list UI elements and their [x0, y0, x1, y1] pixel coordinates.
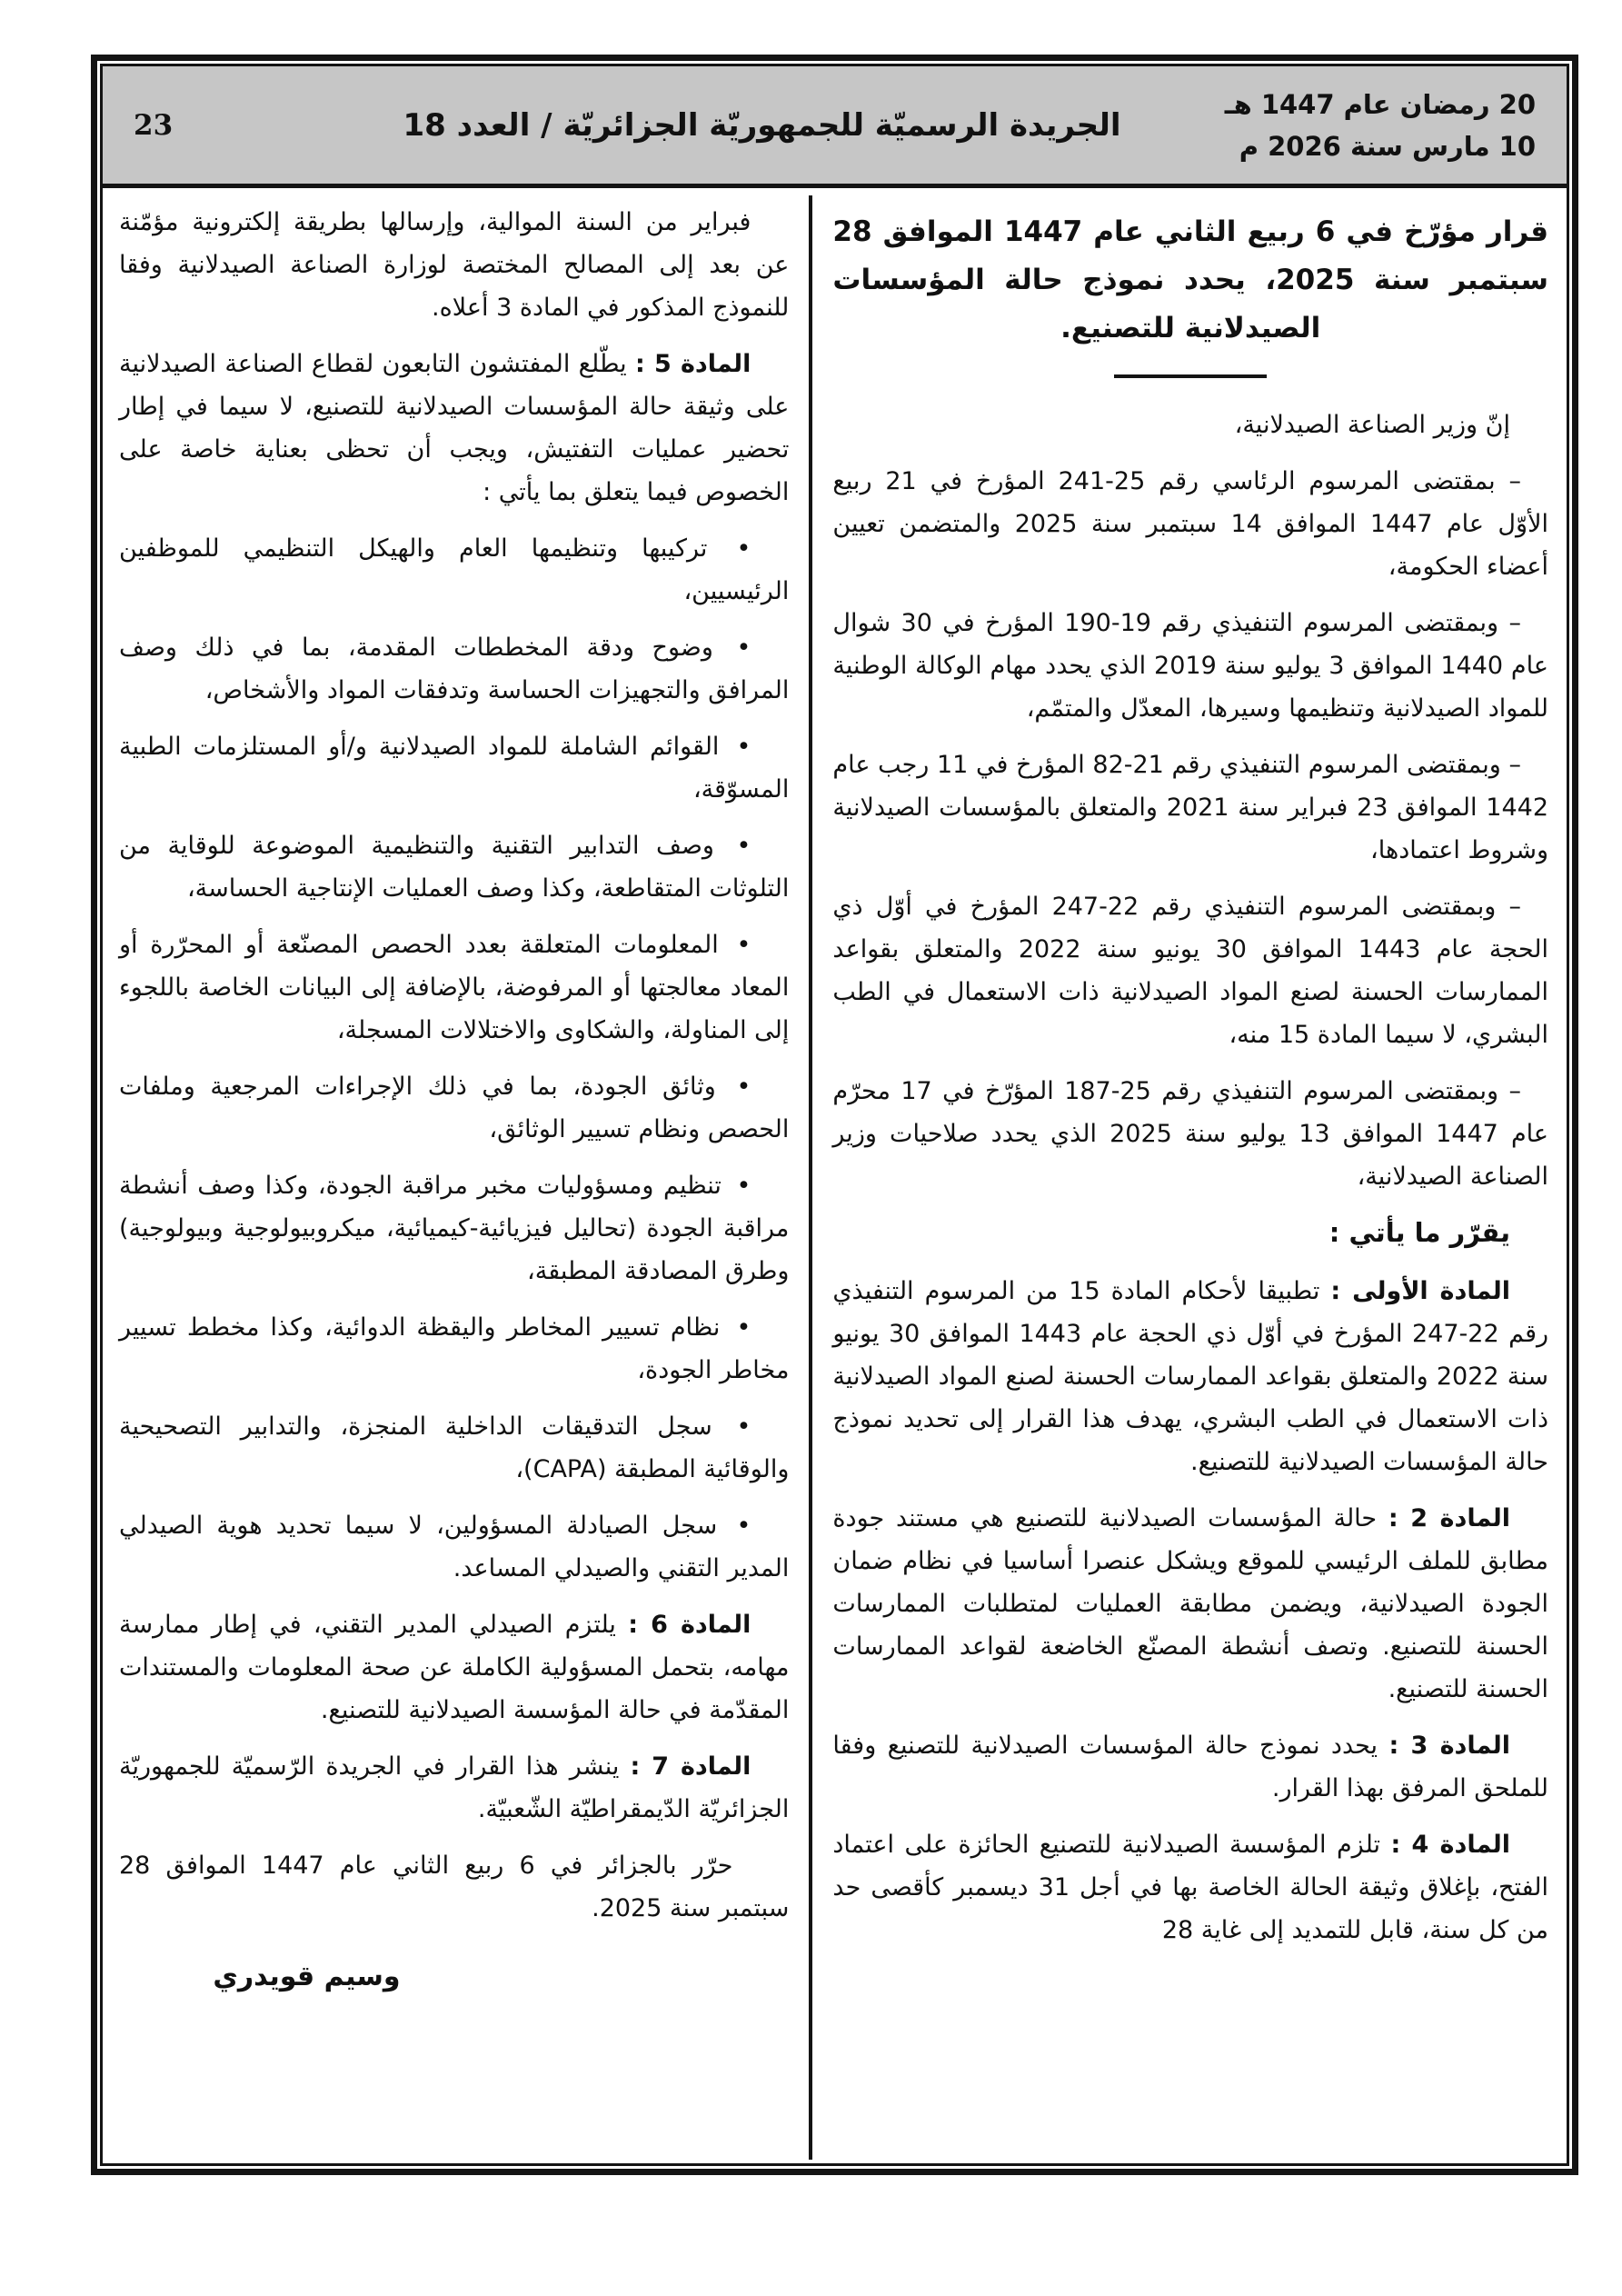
article-7	[119, 1745, 789, 1831]
bullet-icon: •	[736, 931, 751, 959]
list-item	[119, 1164, 789, 1293]
bullet-icon: •	[736, 1413, 751, 1441]
issued-statement: حرّر بالجزائر في 6 ربيع الثاني عام 1447 الموافق 28 سبتمبر سنة 2025.	[119, 1852, 790, 1922]
bullet-icon: •	[736, 1313, 751, 1342]
bullet-icon: •	[736, 1172, 751, 1200]
article-6-text: يلتزم الصيدلي المدير التقني، في إطار ممارسة مهامه، بتحمل المسؤولية الكاملة عن صحة المعلومات والمستندات المقدّمة في حالة المؤسسة الصيدلانية للتصنيع.	[119, 1611, 790, 1724]
issue-dates	[1224, 84, 1536, 167]
list-item-text: وصف التدابير التقنية والتنظيمية الموضوعة للوقاية من التلوثات المتقاطعة، وكذا وصف العمليات الإنتاجية الحساسة،	[119, 832, 790, 903]
list-item-text: سجل التدقيقات الداخلية المنجزة، والتدابير التصحيحية والوقائية المطبقة (CAPA)،	[119, 1413, 790, 1483]
date-gregorian: 10 مارس سنة 2026 م	[1239, 130, 1536, 162]
list-item-text: تركيبها وتنظيمها العام والهيكل التنظيمي للموظفين الرئيسيين،	[119, 534, 790, 605]
article-5	[119, 343, 789, 514]
list-item-text: المعلومات المتعلقة بعدد الحصص المصنّعة أو المحرّرة أو المعاد معالجتها أو المرفوضة، بالإضافة إلى البيانات الخاصة باللجوء إلى المناولة، والشكاوى والاختلالات المسجلة،	[119, 931, 790, 1044]
page-frame-inner	[100, 64, 1569, 2166]
list-item	[119, 725, 789, 811]
article-7-label: المادة 7 :	[630, 1752, 751, 1781]
article-4-label: المادة 4 :	[1390, 1831, 1510, 1859]
bullet-icon: •	[736, 1512, 751, 1540]
article-4	[832, 1823, 1548, 1952]
article-6	[119, 1603, 789, 1732]
title-divider-rule	[1114, 374, 1267, 378]
decides-heading: يقرّر ما يأتي :	[1328, 1217, 1510, 1248]
minister-intro: إنّ وزير الصناعة الصيدلانية،	[1234, 411, 1510, 439]
article-2-text: حالة المؤسسات الصيدلانية للتصنيع هي مستند جودة مطابق للملف الرئيسي للموقع ويشكل عنصرا أساسيا في نظام ضمان الجودة الصيدلانية، ويضمن مطابقة العمليات لمتطلبات الممارسات الحسنة للتصنيع. وتصف أنشطة المصنّع الخاضعة لقواعد الممارسات الحسنة للتصنيع.	[832, 1504, 1548, 1703]
column-left	[104, 194, 809, 2163]
gazette-header	[103, 66, 1567, 188]
column-divider-rule	[809, 195, 812, 2160]
article-2-label: المادة 2 :	[1388, 1504, 1510, 1532]
bullet-icon: •	[736, 1073, 751, 1101]
page-frame-outer	[91, 55, 1578, 2175]
list-item	[119, 923, 789, 1052]
list-item	[119, 1405, 789, 1491]
article-2	[832, 1497, 1548, 1711]
visa-paragraph: – وبمقتضى المرسوم التنفيذي رقم 21-82 المؤرخ في 11 رجب عام 1442 الموافق 23 فبراير سنة 2021 والمتعلق بالمؤسسات الصيدلانية وشروط اعتمادها،	[832, 751, 1548, 864]
two-column-body	[103, 188, 1567, 2163]
visa-paragraph: – بمقتضى المرسوم الرئاسي رقم 25-241 المؤرخ في 21 ربيع الأوّل عام 1447 الموافق 14 سبتمبر سنة 2025 والمتضمن تعيين أعضاء الحكومة،	[832, 467, 1548, 581]
visa-paragraph: – وبمقتضى المرسوم التنفيذي رقم 22-247 المؤرخ في أوّل ذي الحجة عام 1443 الموافق 30 يونيو سنة 2022 والمتعلق بقواعد الممارسات الحسنة لصنع المواد الصيدلانية ذات الاستعمال في الطب البشري، لا سيما المادة 15 منه،	[832, 893, 1548, 1049]
list-item-text: تنظيم ومسؤوليات مخبر مراقبة الجودة، وكذا وصف أنشطة مراقبة الجودة (تحاليل فيزيائية-كيميائية، ميكروبيولوجية وبيولوجية) وطرق المصادقة المطبقة،	[119, 1172, 790, 1285]
article-3-label: المادة 3 :	[1388, 1732, 1511, 1760]
article-3	[832, 1724, 1548, 1810]
article-3-text: يحدد نموذج حالة المؤسسات الصيدلانية للتصنيع وفقا للملحق المرفق بهذا القرار.	[832, 1732, 1548, 1802]
bullet-icon: •	[736, 534, 751, 563]
article-5-text: يطّلع المفتشون التابعون لقطاع الصناعة الصيدلانية على وثيقة حالة المؤسسات الصيدلانية للتصنيع، لا سيما في إطار تحضير عمليات التفتيش، ويجب أن تحظى بعناية خاصة على الخصوص فيما يتعلق بما يأتي :	[119, 350, 790, 506]
list-item-text: وثائق الجودة، بما في ذلك الإجراءات المرجعية وملفات الحصص ونظام تسيير الوثائق،	[119, 1073, 790, 1143]
journal-title: الجريدة الرسميّة للجمهوريّة الجزائريّة / العدد 18	[403, 106, 1121, 144]
article-1-label: المادة الأولى :	[1330, 1277, 1510, 1305]
signature: وسيم قويدري	[213, 1961, 401, 1992]
list-item	[119, 1504, 789, 1590]
article-4-text: تلزم المؤسسة الصيدلانية للتصنيع الحائزة على اعتماد الفتح، بإغلاق وثيقة الحالة الخاصة بها في أجل 31 ديسمبر كأقصى حد من كل سنة، قابل للتمديد إلى غاية 28	[832, 1831, 1549, 1944]
page-number: 23	[134, 108, 174, 142]
visa-paragraph: – وبمقتضى المرسوم التنفيذي رقم 19-190 المؤرخ في 30 شوال عام 1440 الموافق 3 يوليو سنة 2019 الذي يحدد مهام الوكالة الوطنية للمواد الصيدلانية وتنظيمها وسيرها، المعدّل والمتمّم،	[832, 609, 1548, 723]
list-item-text: القوائم الشاملة للمواد الصيدلانية و/أو المستلزمات الطبية المسوّقة،	[119, 733, 790, 804]
list-item-text: سجل الصيادلة المسؤولين، لا سيما تحديد هوية الصيدلي المدير التقني والصيدلي المساعد.	[119, 1512, 790, 1582]
article-4-continuation: فبراير من السنة الموالية، وإرسالها بطريقة إلكترونية مؤمّنة عن بعد إلى المصالح المختصة لوزارة الصناعة الصيدلانية وفقا للنموذج المذكور في المادة 3 أعلاه.	[119, 208, 790, 322]
article-1-text: تطبيقا لأحكام المادة 15 من المرسوم التنفيذي رقم 22-247 المؤرخ في أوّل ذي الحجة عام 1443 الموافق 30 يونيو سنة 2022 والمتعلق بقواعد الممارسات الحسنة لصنع المواد الصيدلانية ذات الاستعمال في الطب البشري، يهدف هذا القرار إلى تحديد نموذج حالة المؤسسات الصيدلانية للتصنيع.	[832, 1277, 1549, 1476]
bullet-icon: •	[736, 634, 751, 662]
bullet-icon: •	[736, 832, 751, 860]
article-7-text: ينشر هذا القرار في الجريدة الرّسميّة للجمهوريّة الجزائريّة الدّيمقراطيّة الشّعبيّة.	[119, 1752, 790, 1823]
list-item-text: نظام تسيير المخاطر واليقظة الدوائية، وكذا مخطط تسيير مخاطر الجودة،	[119, 1313, 790, 1384]
list-item	[119, 527, 789, 613]
column-right	[812, 194, 1565, 2163]
visa-paragraph: – وبمقتضى المرسوم التنفيذي رقم 25-187 المؤرّخ في 17 محرّم عام 1447 الموافق 13 يوليو سنة 2025 الذي يحدد صلاحيات وزير الصناعة الصيدلانية،	[832, 1077, 1548, 1191]
date-hijri: 20 رمضان عام 1447 هـ	[1224, 88, 1536, 120]
article-1	[832, 1270, 1548, 1483]
list-item-text: وضوح ودقة المخططات المقدمة، بما في ذلك وصف المرافق والتجهيزات الحساسة وتدفقات المواد والأشخاص،	[119, 634, 790, 704]
article-6-label: المادة 6 :	[628, 1611, 751, 1639]
article-5-label: المادة 5 :	[635, 350, 751, 378]
list-item	[119, 626, 789, 712]
list-item	[119, 1306, 789, 1392]
list-item	[119, 1065, 789, 1151]
list-item	[119, 824, 789, 910]
bullet-icon: •	[736, 733, 751, 761]
decree-title: قرار مؤرّخ في 6 ربيع الثاني عام 1447 الموافق 28 سبتمبر سنة 2025، يحدد نموذج حالة المؤسسات الصيدلانية للتصنيع.	[832, 215, 1548, 344]
